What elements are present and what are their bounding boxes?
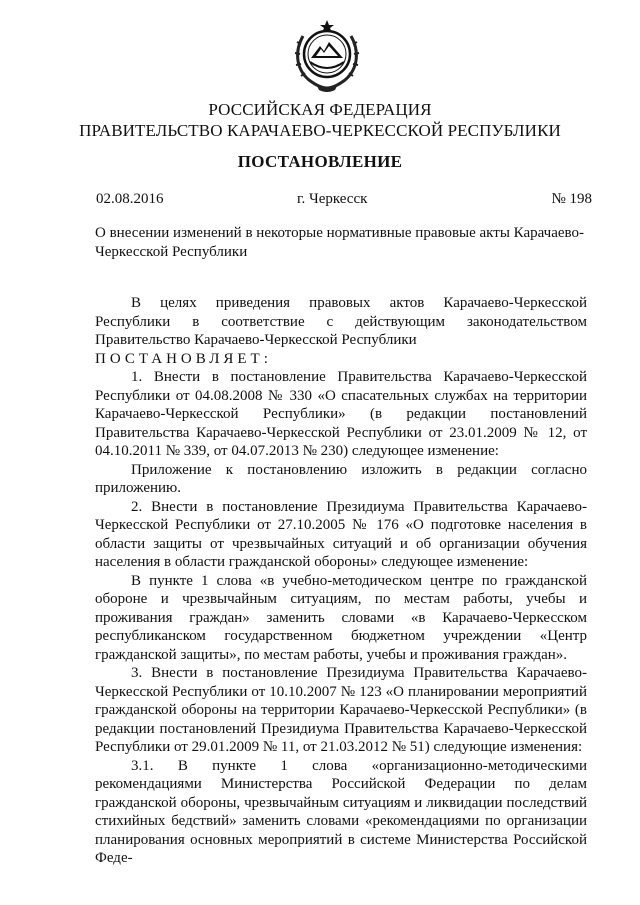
- header-government: ПРАВИТЕЛЬСТВО КАРАЧАЕВО-ЧЕРКЕССКОЙ РЕСПУБЛИКИ: [79, 121, 561, 140]
- coat-of-arms-emblem: [293, 16, 361, 92]
- document-body: [95, 294, 587, 868]
- item-3-1-paragraph: 3.1. В пункте 1 слова «организационно-методическими рекомендациями Министерства Российской Федерации по делам гражданской обороны, чрезвычайным ситуациям и ликвидации последствий стихийных бедствий» заменить словами «рекомендациями по организации планирования основных мероприятий в системе Министерства Российской Феде-: [95, 757, 587, 866]
- item-1-text: Приложение к постановлению изложить в редакции согласно приложению.: [95, 461, 587, 496]
- document-number: № 198: [551, 191, 592, 207]
- header-country: РОССИЙСКАЯ ФЕДЕРАЦИЯ: [208, 100, 432, 119]
- document-city: г. Черкесск: [297, 191, 368, 207]
- document-subject: О внесении изменений в некоторые нормативные правовые акты Карачаево-Черкесской Республики: [95, 225, 585, 260]
- document-type-title: ПОСТАНОВЛЕНИЕ: [237, 152, 403, 171]
- item-1-paragraph: 1. Внести в постановление Правительства Карачаево-Черкесской Республики от 04.08.2008 № 330 «О спасательных службах на территории Карачаево-Черкесской Республики» (в редакции постановлений Правительства Карачаево-Черкесской Республики от 23.01.2009 № 12, от 04.10.2011 № 339, от 04.07.2013 № 230) следующее изменение:: [95, 369, 587, 459]
- document-date: 02.08.2016: [96, 191, 164, 207]
- item-2-paragraph: 2. Внести в постановление Президиума Правительства Карачаево-Черкесской Республики от 27.10.2005 № 176 «О подготовке населения в области защиты от чрезвычайных ситуаций и об организации обучения населения в области гражданской обороны» следующее изменение:: [95, 498, 587, 570]
- item-2-text: В пункте 1 слова «в учебно-методическом центре по гражданской обороне и чрезвычайным ситуациям, по местам работы, учебы и проживания граждан» заменить словами «в Карачаево-Черкесском республиканском государственном бюджетном учреждении «Центр гражданской защиты», по местам работы, учебы и проживания граждан».: [95, 572, 587, 663]
- intro-paragraph: В целях приведения правовых актов Карачаево-Черкесской Республики в соответствие с действующим законодательством Правительство Карачаево-Черкесской Республики: [95, 295, 587, 348]
- item-3-paragraph: 3. Внести в постановление Президиума Правительства Карачаево-Черкесской Республики от 10.10.2007 № 123 «О планировании мероприятий гражданской обороны на территории Карачаево-Черкесской Республики» (в редакции постановлений Президиума Правительства Карачаево-Черкесской Республики от 29.01.2009 № 11, от 21.03.2012 № 51) следующие изменения:: [95, 665, 587, 755]
- postanovlyaet-heading: ПОСТАНОВЛЯЕТ:: [95, 350, 272, 367]
